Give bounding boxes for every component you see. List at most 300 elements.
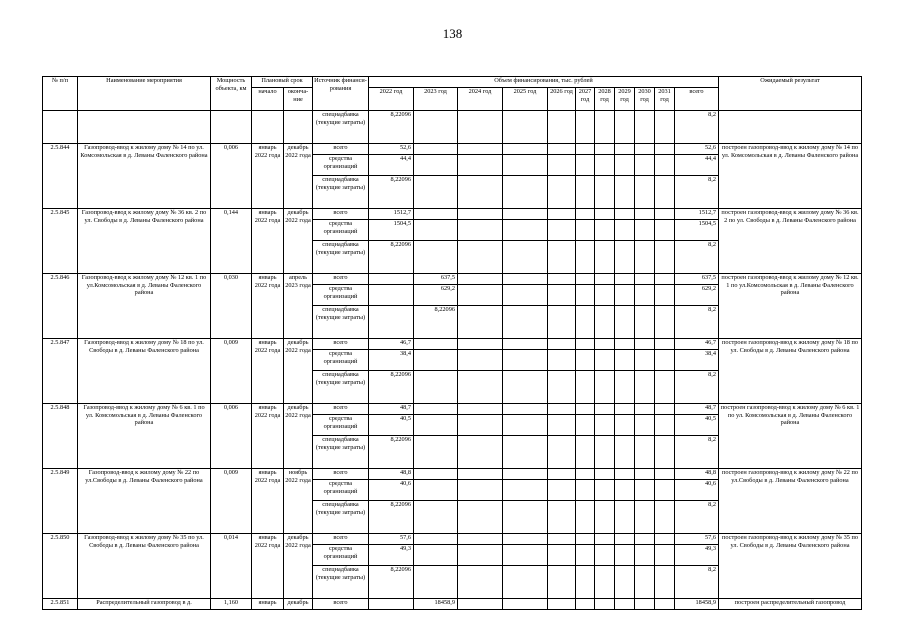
year-value-cell — [548, 404, 576, 415]
item-result: построен газопровод-ввод к жилому дому № 18 по ул. Свободы в д. Леваны Фаленского района — [719, 339, 862, 404]
year-value-cell — [655, 111, 675, 144]
year-value-cell — [369, 274, 414, 285]
year-value-cell — [595, 241, 615, 274]
header-year-2031: 2031 год — [655, 88, 675, 111]
total-value-cell: 44,4 — [675, 155, 719, 176]
year-value-cell — [548, 209, 576, 220]
year-value-cell — [503, 339, 548, 350]
year-value-cell — [503, 155, 548, 176]
table-row-last — [43, 599, 862, 610]
year-value-cell — [548, 285, 576, 306]
year-value-cell — [595, 415, 615, 436]
year-value-cell: 38,4 — [369, 350, 414, 371]
year-value-cell — [595, 274, 615, 285]
year-value-cell — [595, 285, 615, 306]
year-value-cell — [615, 599, 635, 610]
item-end: ноябрь 2022 года — [284, 469, 313, 534]
year-value-cell — [615, 285, 635, 306]
source-cell: спецнадбавка (текущие затраты) — [313, 501, 369, 534]
table-row — [43, 404, 862, 415]
year-value-cell — [595, 339, 615, 350]
year-value-cell — [655, 415, 675, 436]
year-value-cell — [595, 306, 615, 339]
header-period: Плановый срок — [252, 77, 313, 88]
year-value-cell — [655, 599, 675, 610]
item-result: построен газопровод-ввод к жилому дому № 14 по ул. Комсомольская в д. Леваны Фаленского района — [719, 144, 862, 209]
header-year-2025: 2025 год — [503, 88, 548, 111]
item-capacity: 0,030 — [211, 274, 252, 339]
year-value-cell — [414, 545, 458, 566]
item-result: построен газопровод-ввод к жилому дому № 12 кв. 1 по ул.Комсомольская в д. Леваны Фаленского района — [719, 274, 862, 339]
year-value-cell — [615, 176, 635, 209]
item-capacity: 0,014 — [211, 534, 252, 599]
year-value-cell — [548, 501, 576, 534]
year-value-cell — [635, 209, 655, 220]
source-cell: всего — [313, 274, 369, 285]
item-capacity: 0,006 — [211, 404, 252, 469]
year-value-cell — [576, 285, 595, 306]
year-value-cell — [635, 350, 655, 371]
year-value-cell — [615, 306, 635, 339]
year-value-cell — [595, 209, 615, 220]
year-value-cell — [655, 534, 675, 545]
year-value-cell — [458, 480, 503, 501]
source-cell: средства организаций — [313, 155, 369, 176]
year-value-cell — [414, 155, 458, 176]
year-value-cell — [615, 436, 635, 469]
year-value-cell: 8,22096 — [369, 436, 414, 469]
year-value-cell — [635, 306, 655, 339]
year-value-cell — [414, 501, 458, 534]
year-value-cell — [503, 144, 548, 155]
source-cell: средства организаций — [313, 480, 369, 501]
item-number: 2.5.844 — [43, 144, 78, 209]
year-value-cell — [635, 111, 655, 144]
total-value-cell: 48,8 — [675, 469, 719, 480]
source-cell: всего — [313, 469, 369, 480]
year-value-cell — [548, 144, 576, 155]
year-value-cell: 8,22096 — [369, 501, 414, 534]
year-value-cell — [458, 306, 503, 339]
year-value-cell — [655, 436, 675, 469]
year-value-cell — [655, 545, 675, 566]
source-cell: средства организаций — [313, 415, 369, 436]
year-value-cell — [655, 176, 675, 209]
year-value-cell — [635, 241, 655, 274]
header-funding: Объем финансирования, тыс. рублей — [369, 77, 719, 88]
total-value-cell: 8,2 — [675, 501, 719, 534]
empty-cell — [211, 111, 252, 144]
year-value-cell — [595, 480, 615, 501]
year-value-cell — [548, 599, 576, 610]
item-capacity: 0,006 — [211, 144, 252, 209]
year-value-cell — [548, 241, 576, 274]
year-value-cell — [576, 209, 595, 220]
empty-cell — [284, 111, 313, 144]
total-value-cell: 40,6 — [675, 480, 719, 501]
year-value-cell — [635, 501, 655, 534]
item-result: построен распределительный газопровод — [719, 599, 862, 610]
header-year-2024: 2024 год — [458, 88, 503, 111]
year-value-cell — [458, 404, 503, 415]
year-value-cell — [595, 566, 615, 599]
year-value-cell — [576, 436, 595, 469]
year-value-cell: 46,7 — [369, 339, 414, 350]
year-value-cell: 8,22096 — [369, 111, 414, 144]
item-start: январь 2022 года — [252, 144, 284, 209]
year-value-cell: 1512,7 — [369, 209, 414, 220]
header-total: всего — [675, 88, 719, 111]
year-value-cell — [458, 209, 503, 220]
year-value-cell — [414, 339, 458, 350]
year-value-cell: 44,4 — [369, 155, 414, 176]
year-value-cell — [655, 501, 675, 534]
year-value-cell — [458, 155, 503, 176]
year-value-cell — [548, 176, 576, 209]
item-start: январь 2022 года — [252, 274, 284, 339]
item-name: Газопровод-ввод к жилому дому № 18 по ул. Свободы в д. Леваны Фаленского района — [78, 339, 211, 404]
year-value-cell — [635, 176, 655, 209]
total-value-cell: 1512,7 — [675, 209, 719, 220]
year-value-cell — [595, 371, 615, 404]
item-number: 2.5.849 — [43, 469, 78, 534]
year-value-cell — [458, 566, 503, 599]
year-value-cell — [635, 144, 655, 155]
year-value-cell — [548, 566, 576, 599]
year-value-cell — [414, 111, 458, 144]
total-value-cell: 1504,5 — [675, 220, 719, 241]
year-value-cell — [655, 339, 675, 350]
year-value-cell — [548, 111, 576, 144]
year-value-cell — [414, 534, 458, 545]
empty-cell — [78, 111, 211, 144]
total-value-cell: 49,3 — [675, 545, 719, 566]
year-value-cell — [414, 415, 458, 436]
year-value-cell: 8,22096 — [414, 306, 458, 339]
item-end: декабрь 2022 года — [284, 534, 313, 599]
year-value-cell — [615, 545, 635, 566]
year-value-cell — [635, 469, 655, 480]
year-value-cell — [635, 534, 655, 545]
year-value-cell — [503, 209, 548, 220]
year-value-cell — [655, 404, 675, 415]
year-value-cell — [503, 501, 548, 534]
year-value-cell — [414, 209, 458, 220]
year-value-cell — [576, 350, 595, 371]
year-value-cell — [503, 306, 548, 339]
year-value-cell — [655, 306, 675, 339]
year-value-cell: 8,22096 — [369, 241, 414, 274]
year-value-cell — [458, 111, 503, 144]
year-value-cell — [635, 566, 655, 599]
year-value-cell — [576, 144, 595, 155]
source-cell: спецнадбавка (текущие затраты) — [313, 436, 369, 469]
year-value-cell — [595, 350, 615, 371]
empty-cell — [43, 111, 78, 144]
year-value-cell — [458, 220, 503, 241]
year-value-cell — [414, 241, 458, 274]
item-end: апрель 2023 года — [284, 274, 313, 339]
table-row — [43, 144, 862, 155]
year-value-cell — [458, 350, 503, 371]
year-value-cell — [615, 274, 635, 285]
header-year-2027: 2027 год — [576, 88, 595, 111]
source-cell: всего — [313, 339, 369, 350]
item-result: построен газопровод-ввод к жилому дому № 36 кв. 2 по ул. Свободы в д. Леваны Фаленского района — [719, 209, 862, 274]
year-value-cell — [595, 176, 615, 209]
year-value-cell — [655, 155, 675, 176]
year-value-cell — [576, 566, 595, 599]
total-value-cell: 8,2 — [675, 306, 719, 339]
year-value-cell: 629,2 — [414, 285, 458, 306]
empty-cell — [252, 111, 284, 144]
year-value-cell — [458, 534, 503, 545]
year-value-cell — [503, 241, 548, 274]
year-value-cell — [576, 220, 595, 241]
year-value-cell — [548, 469, 576, 480]
table-row — [43, 209, 862, 220]
year-value-cell: 52,6 — [369, 144, 414, 155]
year-value-cell — [503, 404, 548, 415]
year-value-cell — [655, 220, 675, 241]
item-end: декабрь 2022 года — [284, 339, 313, 404]
year-value-cell — [655, 274, 675, 285]
year-value-cell — [503, 436, 548, 469]
year-value-cell — [576, 469, 595, 480]
year-value-cell — [458, 599, 503, 610]
year-value-cell — [369, 599, 414, 610]
year-value-cell — [615, 220, 635, 241]
source-cell: спецнадбавка (текущие затраты) — [313, 306, 369, 339]
year-value-cell — [615, 480, 635, 501]
year-value-cell — [503, 534, 548, 545]
source-cell: всего — [313, 534, 369, 545]
year-value-cell — [458, 285, 503, 306]
item-end: декабрь 2022 года — [284, 404, 313, 469]
year-value-cell — [595, 144, 615, 155]
year-value-cell — [503, 285, 548, 306]
year-value-cell — [503, 220, 548, 241]
year-value-cell: 48,8 — [369, 469, 414, 480]
year-value-cell — [635, 480, 655, 501]
header-year-2026: 2026 год — [548, 88, 576, 111]
year-value-cell — [576, 534, 595, 545]
source-cell: спецнадбавка (текущие затраты) — [313, 371, 369, 404]
item-number: 2.5.846 — [43, 274, 78, 339]
year-value-cell — [595, 220, 615, 241]
year-value-cell — [595, 469, 615, 480]
year-value-cell: 637,5 — [414, 274, 458, 285]
year-value-cell — [458, 415, 503, 436]
year-value-cell — [635, 220, 655, 241]
year-value-cell — [615, 155, 635, 176]
result-cell — [719, 111, 862, 144]
header-source: Источник финанси-рования — [313, 77, 369, 111]
year-value-cell — [458, 274, 503, 285]
year-value-cell — [595, 436, 615, 469]
item-start: январь 2022 года — [252, 534, 284, 599]
year-value-cell — [503, 350, 548, 371]
funding-table — [42, 76, 862, 610]
item-number: 2.5.850 — [43, 534, 78, 599]
header-name: Наименование мероприятия — [78, 77, 211, 111]
year-value-cell — [576, 339, 595, 350]
year-value-cell — [503, 599, 548, 610]
year-value-cell — [414, 371, 458, 404]
year-value-cell — [635, 545, 655, 566]
item-capacity: 0,144 — [211, 209, 252, 274]
year-value-cell — [615, 209, 635, 220]
year-value-cell — [635, 274, 655, 285]
item-capacity: 0,009 — [211, 339, 252, 404]
year-value-cell — [655, 350, 675, 371]
total-value-cell: 40,5 — [675, 415, 719, 436]
item-start: январь 2022 года — [252, 404, 284, 469]
year-value-cell — [615, 415, 635, 436]
header-year-2028: 2028 год — [595, 88, 615, 111]
year-value-cell: 1504,5 — [369, 220, 414, 241]
year-value-cell — [548, 415, 576, 436]
item-name: Газопровод-ввод к жилому дому № 22 по ул.Свободы в д. Леваны Фаленского района — [78, 469, 211, 534]
year-value-cell — [576, 599, 595, 610]
year-value-cell — [655, 285, 675, 306]
year-value-cell — [458, 545, 503, 566]
source-cell: средства организаций — [313, 350, 369, 371]
year-value-cell — [576, 480, 595, 501]
header-num: № п/п — [43, 77, 78, 111]
total-value-cell: 8,2 — [675, 111, 719, 144]
year-value-cell: 57,6 — [369, 534, 414, 545]
item-start: январь 2022 года — [252, 469, 284, 534]
year-value-cell — [655, 566, 675, 599]
year-value-cell — [548, 436, 576, 469]
year-value-cell — [615, 501, 635, 534]
year-value-cell — [615, 241, 635, 274]
year-value-cell — [548, 339, 576, 350]
header-result: Ожидаемый результат — [719, 77, 862, 111]
year-value-cell — [595, 404, 615, 415]
year-value-cell — [576, 404, 595, 415]
year-value-cell — [655, 144, 675, 155]
year-value-cell — [595, 545, 615, 566]
year-value-cell — [548, 220, 576, 241]
year-value-cell — [635, 285, 655, 306]
year-value-cell — [458, 469, 503, 480]
year-value-cell — [615, 566, 635, 599]
year-value-cell — [576, 111, 595, 144]
table-row — [43, 469, 862, 480]
year-value-cell — [414, 480, 458, 501]
item-start: январь — [252, 599, 284, 610]
year-value-cell — [655, 480, 675, 501]
year-value-cell: 49,3 — [369, 545, 414, 566]
item-start: январь 2022 года — [252, 209, 284, 274]
source-cell: всего — [313, 144, 369, 155]
source-cell: спецнадбавка (текущие затраты) — [313, 566, 369, 599]
year-value-cell: 48,7 — [369, 404, 414, 415]
total-value-cell: 38,4 — [675, 350, 719, 371]
total-value-cell: 48,7 — [675, 404, 719, 415]
source-cell: спецнадбавка (текущие затраты) — [313, 241, 369, 274]
total-value-cell: 637,5 — [675, 274, 719, 285]
page-number: 138 — [442, 26, 463, 41]
item-name: Газопровод-ввод к жилому дому № 12 кв. 1 по ул.Комсомольская в д. Леваны Фаленского района — [78, 274, 211, 339]
year-value-cell — [635, 404, 655, 415]
total-value-cell: 629,2 — [675, 285, 719, 306]
year-value-cell — [576, 371, 595, 404]
item-name: Распределительный газопровод в д. — [78, 599, 211, 610]
item-end: декабрь 2022 года — [284, 144, 313, 209]
year-value-cell: 18458,9 — [414, 599, 458, 610]
year-value-cell — [576, 545, 595, 566]
year-value-cell — [503, 480, 548, 501]
header-year-2022: 2022 год — [369, 88, 414, 111]
source-cell: спецнадбавка (текущие затраты) — [313, 111, 369, 144]
table-row — [43, 339, 862, 350]
year-value-cell — [458, 436, 503, 469]
header-year-2030: 2030 год — [635, 88, 655, 111]
total-value-cell: 8,2 — [675, 371, 719, 404]
table-header — [43, 77, 862, 111]
item-capacity: 0,009 — [211, 469, 252, 534]
year-value-cell — [615, 404, 635, 415]
table-body — [43, 111, 862, 610]
year-value-cell: 40,6 — [369, 480, 414, 501]
source-cell: средства организаций — [313, 545, 369, 566]
year-value-cell — [615, 534, 635, 545]
year-value-cell — [655, 241, 675, 274]
year-value-cell — [655, 469, 675, 480]
year-value-cell — [595, 534, 615, 545]
total-value-cell: 8,2 — [675, 241, 719, 274]
year-value-cell — [615, 371, 635, 404]
source-cell: всего — [313, 209, 369, 220]
total-value-cell: 57,6 — [675, 534, 719, 545]
year-value-cell — [503, 111, 548, 144]
item-result: построен газопровод-ввод к жилому дому № 35 по ул. Свободы в д. Леваны Фаленского района — [719, 534, 862, 599]
header-start: начало — [252, 88, 284, 111]
year-value-cell — [503, 274, 548, 285]
year-value-cell — [576, 274, 595, 285]
year-value-cell — [414, 144, 458, 155]
table-row-carry — [43, 111, 862, 144]
year-value-cell — [503, 371, 548, 404]
year-value-cell — [635, 436, 655, 469]
year-value-cell — [414, 176, 458, 209]
year-value-cell — [369, 285, 414, 306]
year-value-cell — [635, 339, 655, 350]
year-value-cell: 8,22096 — [369, 566, 414, 599]
year-value-cell — [615, 339, 635, 350]
year-value-cell — [458, 176, 503, 209]
total-value-cell: 8,2 — [675, 566, 719, 599]
total-value-cell: 52,6 — [675, 144, 719, 155]
year-value-cell — [576, 176, 595, 209]
item-start: январь 2022 года — [252, 339, 284, 404]
year-value-cell — [503, 469, 548, 480]
year-value-cell — [635, 155, 655, 176]
year-value-cell — [503, 545, 548, 566]
year-value-cell — [548, 534, 576, 545]
year-value-cell — [615, 144, 635, 155]
year-value-cell — [595, 111, 615, 144]
source-cell: всего — [313, 404, 369, 415]
year-value-cell — [548, 306, 576, 339]
year-value-cell — [576, 501, 595, 534]
source-cell: спецнадбавка (текущие затраты) — [313, 176, 369, 209]
source-cell: средства организаций — [313, 285, 369, 306]
item-capacity: 1,160 — [211, 599, 252, 610]
